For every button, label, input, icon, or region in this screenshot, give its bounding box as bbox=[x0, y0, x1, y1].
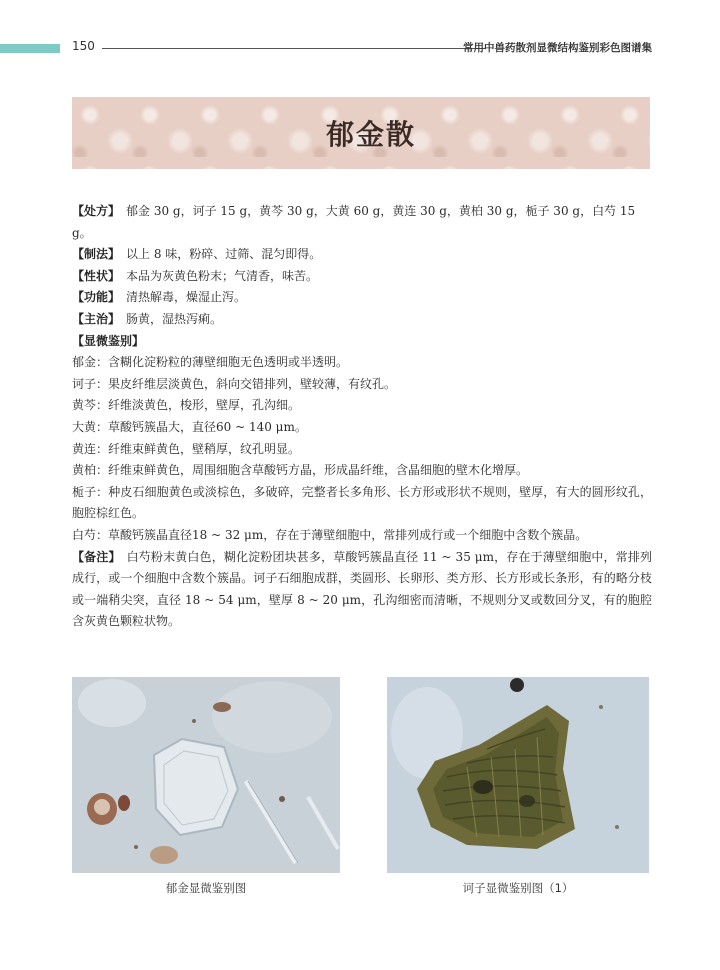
section-text: 本品为灰黄色粉末；气清香，味苦。 bbox=[126, 268, 319, 283]
section-indication bbox=[72, 309, 652, 331]
micro-line: 黄芩：纤维淡黄色，梭形，壁厚，孔沟细。 bbox=[72, 398, 301, 413]
page-header bbox=[0, 38, 720, 60]
micro-line: 黄连：纤维束鲜黄色，壁稍厚，纹孔明显。 bbox=[72, 441, 301, 456]
page-title: 郁金散 bbox=[325, 118, 416, 151]
section-label: 【性状】 bbox=[72, 268, 121, 283]
micro-line: 诃子：果皮纤维层淡黄色，斜向交错排列，壁较薄，有纹孔。 bbox=[72, 376, 397, 391]
section-label: 【显微鉴别】 bbox=[72, 333, 145, 348]
title-banner bbox=[72, 97, 650, 169]
micro-line: 黄柏：纤维束鲜黄色，周围细胞含草酸钙方晶，形成晶纤维，含晶细胞的壁木化增厚。 bbox=[72, 463, 529, 478]
section-label: 【主治】 bbox=[72, 311, 121, 326]
section-text: 白芍粉末黄白色，糊化淀粉团块甚多，草酸钙簇晶直径 11 ~ 35 μm，存在于薄壁细胞中，常排列成行，或一个细胞中含数个簇晶。诃子石细胞成群，类圆形、长卵形、类方形、长方形或长条形，有的略分枝或一端稍尖突，直径 18 ~ 54 μm，壁厚 8 ~ 20 μm，孔沟细密而清晰，不规则分叉或数回分叉，有的胞腔含灰黄色颗粒状物。 bbox=[72, 549, 652, 629]
section-label: 【制法】 bbox=[72, 247, 121, 262]
page-number: 150 bbox=[72, 39, 95, 53]
micro-line: 大黄：草酸钙簇晶大，直径60 ~ 140 μm。 bbox=[72, 419, 307, 434]
section-text: 清热解毒，燥湿止泻。 bbox=[126, 290, 247, 305]
micro-line: 郁金：含糊化淀粉粒的薄壁细胞无色透明或半透明。 bbox=[72, 355, 349, 370]
section-function bbox=[72, 287, 652, 309]
main-text bbox=[72, 201, 652, 633]
section-note bbox=[72, 547, 652, 633]
section-microscopy-heading bbox=[72, 331, 652, 353]
section-label: 【处方】 bbox=[72, 204, 121, 218]
figure-caption: 诃子显微鉴别图（1） bbox=[462, 881, 574, 895]
section-text: 肠黄，湿热泻痢。 bbox=[126, 311, 223, 326]
micrograph-hezi bbox=[387, 677, 649, 873]
section-properties bbox=[72, 266, 652, 288]
figure-caption: 郁金显微鉴别图 bbox=[165, 881, 247, 895]
section-preparation bbox=[72, 244, 652, 266]
micro-line: 栀子：种皮石细胞黄色或淡棕色，多破碎，完整者长多角形、长方形或形状不规则，壁厚，有大的圆形纹孔，胞腔棕红色。 bbox=[72, 484, 652, 521]
micrograph-yujin bbox=[72, 677, 340, 873]
section-text: 以上 8 味，粉碎、过筛、混匀即得。 bbox=[126, 247, 322, 262]
header-accent-bar bbox=[0, 44, 60, 53]
section-prescription bbox=[72, 201, 652, 244]
section-text: 郁金 30 g，诃子 15 g，黄芩 30 g，大黄 60 g，黄连 30 g，黄柏 30 g，栀子 30 g，白芍 15 g。 bbox=[72, 204, 636, 240]
section-label: 【备注】 bbox=[72, 549, 121, 564]
section-label: 【功能】 bbox=[72, 290, 121, 305]
micro-line: 白芍：草酸钙簇晶直径18 ~ 32 μm，存在于薄壁细胞中，常排列成行或一个细胞中含数个簇晶。 bbox=[72, 527, 588, 542]
header-rule bbox=[102, 48, 486, 49]
book-title: 常用中兽药散剂显微结构鉴别彩色图谱集 bbox=[463, 42, 652, 54]
